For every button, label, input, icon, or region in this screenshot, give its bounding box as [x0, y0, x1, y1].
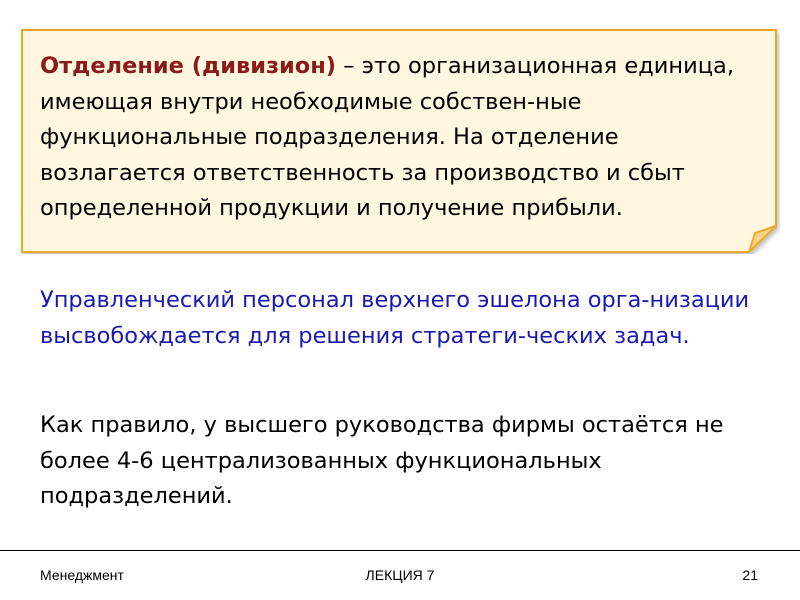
definition-note: [20, 28, 780, 254]
footer-course: Менеджмент: [40, 567, 124, 583]
definition-body: – это организационная единица, имеющая внутри необходимые собствен-ные функциональные подразделения. На отделение возлагается ответственность за производство и сбыт определенной продукции и получение прибыли.: [40, 53, 734, 221]
definition-term: Отделение (дивизион): [40, 53, 337, 79]
footer-page-number: 21: [742, 567, 758, 583]
definition-text: [40, 49, 762, 227]
paragraph-centralized-units: Как правило, у высшего руководства фирмы остаётся не более 4-6 централизованных функциональных подразделений.: [40, 412, 724, 509]
footer-lecture: ЛЕКЦИЯ 7: [365, 567, 435, 583]
paragraph-management-staff: Управленческий персонал верхнего эшелона орга-низации высвобождается для решения стратеги-ческих задач.: [40, 287, 750, 349]
footer-divider: [0, 550, 800, 551]
